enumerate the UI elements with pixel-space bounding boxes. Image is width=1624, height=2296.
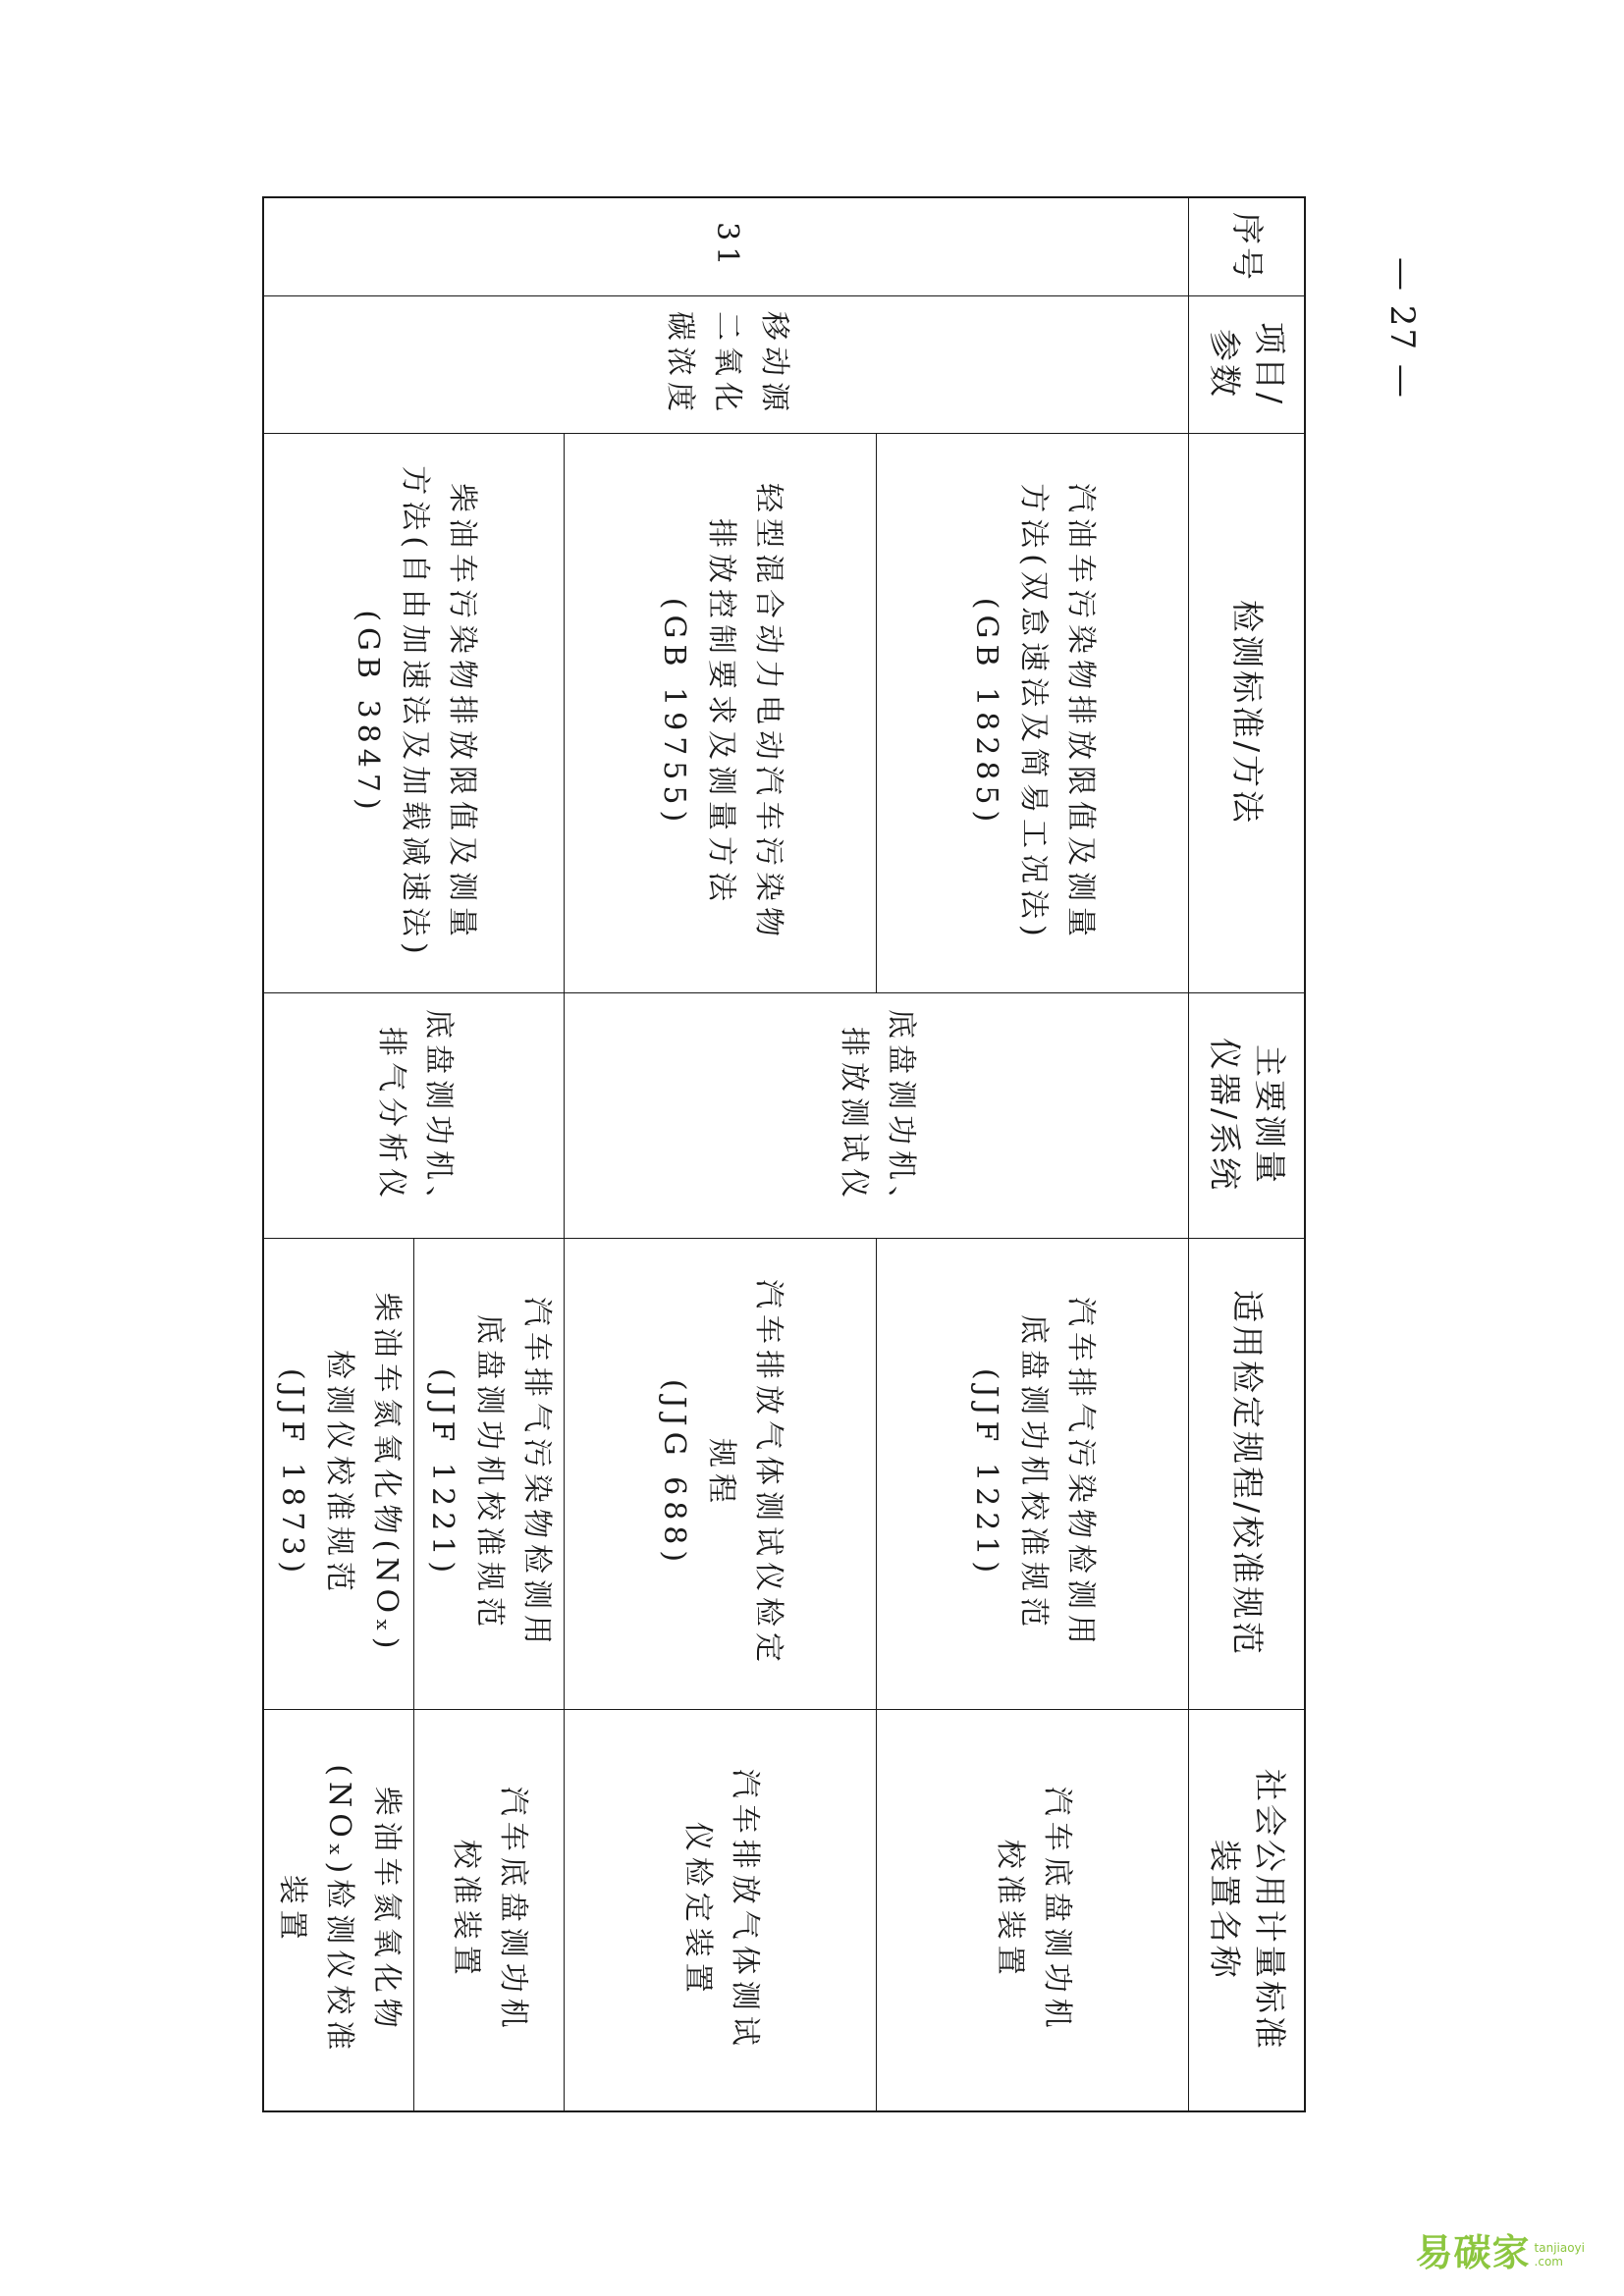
method-line: 排放控制要求及测量方法 [704,518,738,907]
method-line: 方法(自由加速法及加载减速法) [398,465,432,960]
header-instrument-line: 主要测量 [1250,1044,1289,1186]
header-item-line: 参数 [1205,329,1244,400]
device-cell [565,1709,877,2111]
regulation-line: 底盘测功机校准规范 [472,1314,508,1632]
item-line: 碳浓度 [663,311,697,417]
device-cell [877,1709,1189,2111]
item-line: 移动源 [757,311,791,417]
header-row [1189,197,1305,2111]
regulation-line: 规程 [704,1438,738,1509]
header-device-line: 社会公用计量标准 [1250,1768,1289,2052]
table-row [414,197,565,2111]
method-code: (GB 3847) [351,610,385,816]
method-cell [264,433,566,992]
watermark-tld: .com [1534,2255,1563,2269]
header-regulation [1189,1238,1305,1709]
header-method-text: 检测标准/方法 [1227,599,1267,827]
method-line: 汽油车污染物排放限值及测量 [1063,483,1098,942]
regulation-code: (JJF 1873) [275,1367,310,1579]
header-device-line: 装置名称 [1205,1839,1244,1981]
item-line: 二氧化 [710,311,744,417]
instrument-line: 底盘测功机、 [421,1009,456,1221]
table-row [877,197,1189,2111]
header-regulation-text: 适用检定规程/校准规范 [1227,1289,1267,1658]
regulation-cell [877,1238,1189,1709]
regulation-line: 汽车排放气体测试仪检定 [751,1279,785,1668]
device-cell [414,1709,565,2111]
instrument-cell [264,992,566,1238]
device-cell [264,1709,415,2111]
device-line: 校准装置 [993,1839,1027,1981]
instrument-line: 底盘测功机、 [884,1009,918,1221]
method-cell [565,433,877,992]
method-cell [877,433,1189,992]
device-line: 汽车排放气体测试 [728,1768,762,2052]
regulation-line: 底盘测功机校准规范 [1016,1314,1051,1632]
regulation-cell [264,1238,415,1709]
seq-cell [264,197,1190,295]
watermark-text: 易碳家 [1415,2231,1531,2274]
watermark-domain: tanjiaoyi [1534,2241,1585,2255]
header-seq [1189,197,1305,295]
device-line: 汽车底盘测功机 [1040,1786,1074,2034]
header-seq-text: 序号 [1227,212,1267,283]
rotated-page-content [275,196,1306,2110]
method-line: 柴油车污染物排放限值及测量 [445,483,479,942]
header-item-line: 项目/ [1250,321,1289,407]
regulation-cell [414,1238,565,1709]
page-number: — 27 — [1382,257,1422,400]
header-device [1189,1709,1305,2111]
regulation-line: 汽车排气污染物检测用 [1063,1297,1098,1650]
instrument-line: 排放测试仪 [837,1027,871,1203]
regulation-line: 检测仪校准规范 [322,1350,357,1597]
method-line: 轻型混合动力电动汽车污染物 [751,483,785,942]
method-code: (GB 19755) [657,597,691,828]
method-line: 方法(双怠速法及简易工况法) [1016,483,1051,942]
header-instrument-line: 仪器/系统 [1205,1037,1244,1194]
device-line: 汽车底盘测功机 [496,1786,531,2034]
device-line: 校准装置 [449,1839,484,1981]
instrument-line: 排气分析仪 [374,1027,408,1203]
item-cell [264,295,1190,433]
seq-value: 31 [710,222,744,272]
header-item [1189,295,1305,433]
device-line: 仪检定装置 [680,1821,715,1999]
regulation-cell [565,1238,877,1709]
regulation-line: 柴油车氮氧化物(NOₓ) [369,1292,405,1655]
method-code: (GB 18285) [969,597,1003,828]
regulation-code: (JJG 688) [657,1378,691,1569]
device-line: 装置 [275,1874,310,1946]
header-instrument [1189,992,1305,1238]
watermark-subtext [1535,2241,1585,2269]
regulation-line: 汽车排气污染物检测用 [519,1297,555,1650]
watermark-logo [1416,2222,1585,2276]
instrument-cell [565,992,1189,1238]
standards-table [263,196,1307,2112]
header-method [1189,433,1305,992]
device-line: 柴油车氮氧化物 [369,1786,405,2034]
regulation-code: (JJF 1221) [425,1367,460,1579]
device-line: (NOₓ)检测仪校准 [322,1764,357,2056]
regulation-code: (JJF 1221) [969,1367,1003,1579]
